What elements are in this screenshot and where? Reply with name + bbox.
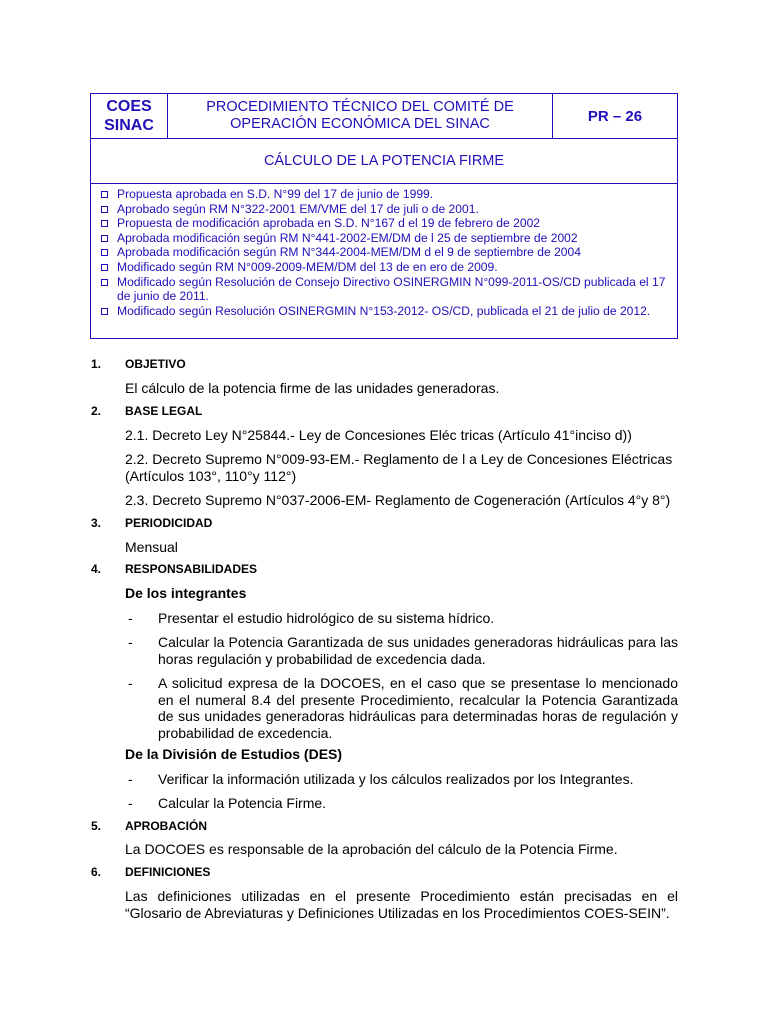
dash-bullet: -: [128, 634, 133, 650]
section-1-number: 1.: [91, 357, 102, 371]
history-item: Aprobada modificación según RM N°441-2002-EM/DM de l 25 de septiembre de 2002: [117, 231, 669, 246]
history-item: Modificado según Resolución de Consejo Directivo OSINERGMIN N°099-2011-OS/CD publicada el 17 de junio de 2011.: [117, 275, 669, 304]
section-5-title: APROBACIÓN: [125, 819, 208, 833]
section-3-text: Mensual: [125, 539, 178, 555]
section-6-number: 6.: [91, 865, 102, 879]
legal-item-3: 2.3. Decreto Supremo N°037-2006-EM- Reglamento de Cogeneración (Artículos 4°y 8°): [125, 492, 671, 508]
responsibility-item: Calcular la Potencia Garantizada de sus unidades generadoras hidráulicas para las horas regulación y probabilidad de excedencia dada.: [158, 634, 678, 667]
history-item: Modificado según Resolución OSINERGMIN N°153-2012- OS/CD, publicada el 21 de julio de 2012.: [117, 304, 669, 319]
document-subtitle: CÁLCULO DE LA POTENCIA FIRME: [91, 139, 678, 184]
dash-bullet: -: [128, 795, 133, 811]
procedure-code: PR – 26: [553, 94, 678, 139]
org-line1: COES: [106, 98, 152, 115]
responsibility-item: Presentar el estudio hidrológico de su sistema hídrico.: [158, 610, 495, 626]
title-line2: OPERACIÓN ECONÓMICA DEL SINAC: [230, 116, 490, 132]
history-item: Aprobada modificación según RM N°344-2004-MEM/DM d el 9 de septiembre de 2004: [117, 245, 669, 260]
square-bullet-icon: [101, 191, 108, 198]
section-5-number: 5.: [91, 819, 102, 833]
history-list: [117, 187, 669, 318]
responsibility-item: Verificar la información utilizada y los cálculos realizados por los Integrantes.: [158, 771, 634, 787]
org-line2: SINAC: [104, 117, 154, 134]
responsibility-item: Calcular la Potencia Firme.: [158, 795, 327, 811]
history-item: Propuesta aprobada en S.D. N°99 del 17 de junio de 1999.: [117, 187, 669, 202]
dash-bullet: -: [128, 610, 133, 626]
section-6-text: Las definiciones utilizadas en el presente Procedimiento están precisadas en el “Glosario de Abreviaturas y Definiciones Utilizadas en los Procedimientos COES-SEIN”.: [125, 888, 678, 921]
header-table: [90, 93, 678, 339]
subsection-integrantes: De los integrantes: [125, 585, 247, 601]
section-2-title: BASE LEGAL: [125, 404, 203, 418]
section-1-title: OBJETIVO: [125, 357, 186, 371]
section-2-number: 2.: [91, 404, 102, 418]
legal-item-2: 2.2. Decreto Supremo N°009-93-EM.- Reglamento de l a Ley de Concesiones Eléctricas (Artículos 103°, 110°y 112°): [125, 451, 673, 484]
square-bullet-icon: [101, 308, 108, 315]
square-bullet-icon: [101, 235, 108, 242]
square-bullet-icon: [101, 220, 108, 227]
dash-bullet: -: [128, 675, 133, 691]
dash-bullet: -: [128, 771, 133, 787]
history-item: Aprobado según RM N°322-2001 EM/VME del 17 de juli o de 2001.: [117, 202, 669, 217]
title-line1: PROCEDIMIENTO TÉCNICO DEL COMITÉ DE: [206, 99, 514, 115]
history-cell: [91, 184, 678, 339]
procedure-title: [168, 94, 553, 139]
section-5-text: La DOCOES es responsable de la aprobación del cálculo de la Potencia Firme.: [125, 841, 618, 857]
responsibility-item: A solicitud expresa de la DOCOES, en el caso que se presentase lo mencionado en el numeral 8.4 del presente Procedimiento, recalcular la Potencia Garantizada de sus unidades generadoras hidráulicas para determinadas horas de regulación y probabilidad de excedencia.: [158, 675, 678, 741]
section-1-text: El cálculo de la potencia firme de las unidades generadoras.: [125, 380, 500, 396]
org-logo-text: [91, 94, 168, 139]
square-bullet-icon: [101, 264, 108, 271]
history-item: Propuesta de modificación aprobada en S.D. N°167 d el 19 de febrero de 2002: [117, 216, 669, 231]
square-bullet-icon: [101, 279, 108, 286]
square-bullet-icon: [101, 206, 108, 213]
history-item: Modificado según RM N°009-2009-MEM/DM del 13 de en ero de 2009.: [117, 260, 669, 275]
section-4-number: 4.: [91, 562, 102, 576]
square-bullet-icon: [101, 249, 108, 256]
section-3-title: PERIODICIDAD: [125, 516, 213, 530]
section-4-title: RESPONSABILIDADES: [125, 562, 258, 576]
subsection-des: De la División de Estudios (DES): [125, 746, 343, 762]
section-6-title: DEFINICIONES: [125, 865, 211, 879]
legal-item-1: 2.1. Decreto Ley N°25844.- Ley de Concesiones Eléc tricas (Artículo 41°inciso d)): [125, 427, 632, 443]
section-3-number: 3.: [91, 516, 102, 530]
